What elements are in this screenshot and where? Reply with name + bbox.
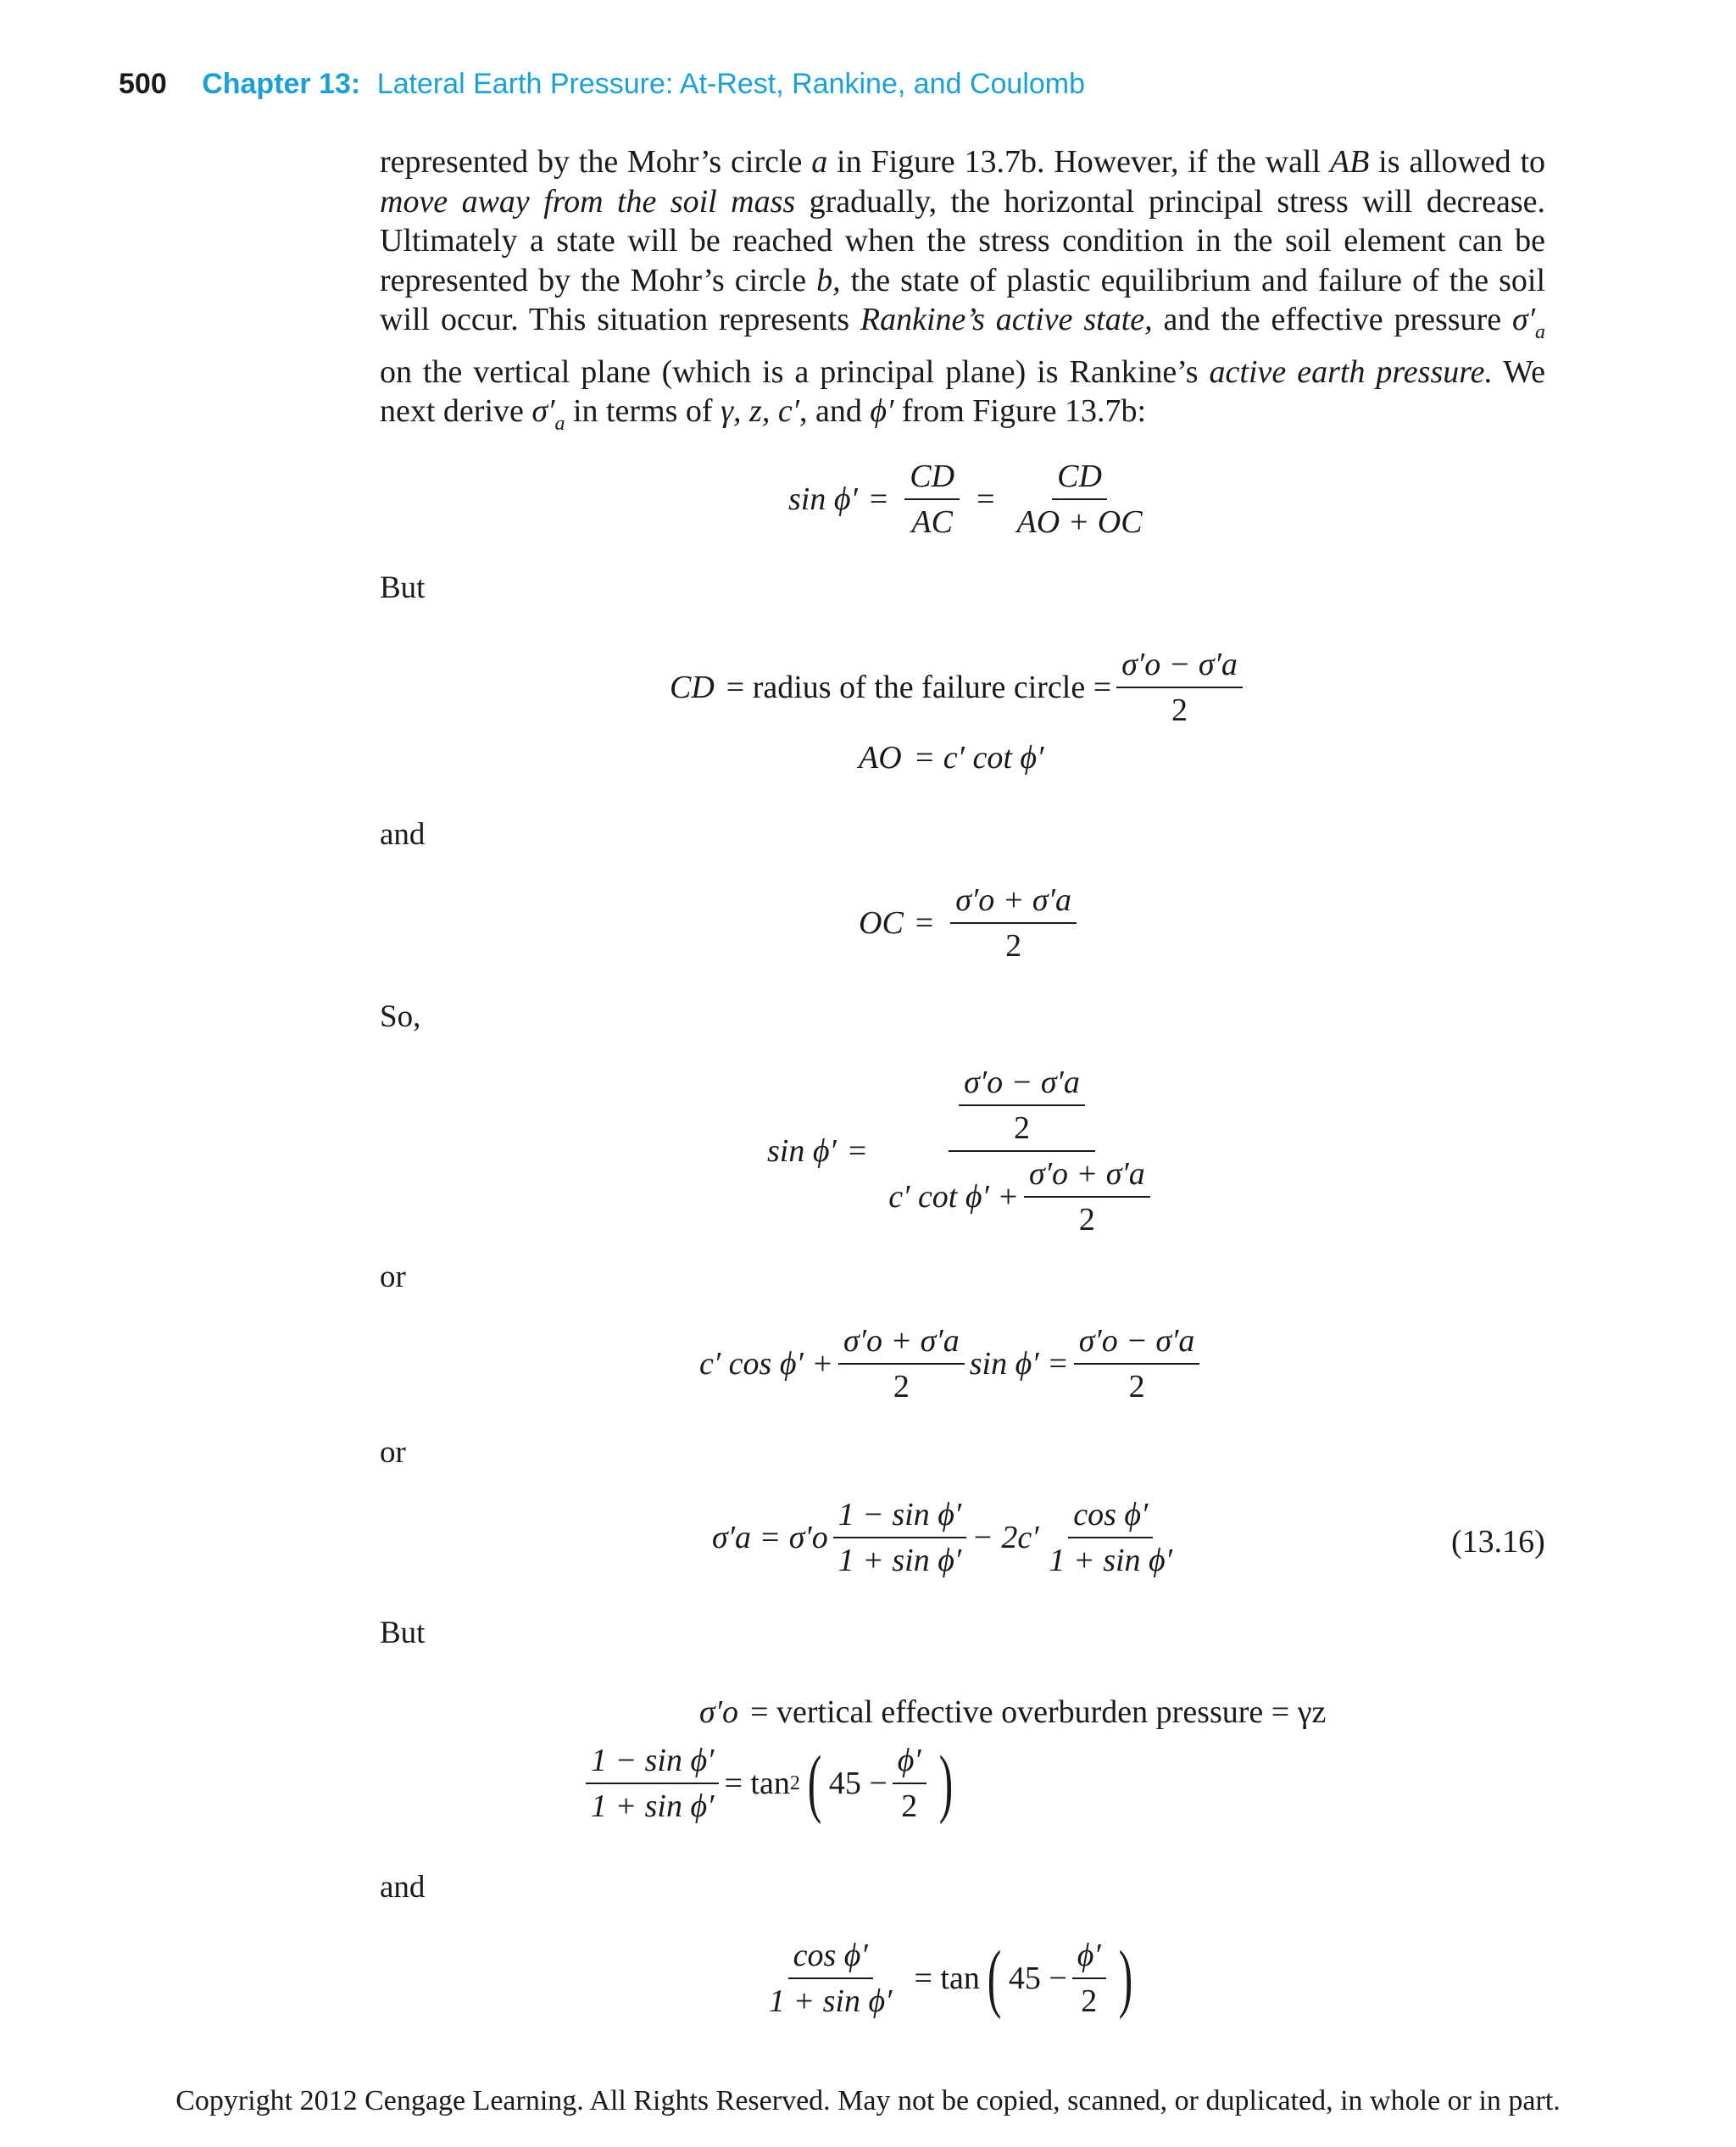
equation-oc (859, 882, 1082, 965)
eq-middle: sin ϕ′ = (969, 1346, 1069, 1382)
numerator: σ′o − σ′a (1116, 646, 1243, 688)
equals-sign: = (848, 1133, 867, 1169)
denominator: AO + OC (1016, 504, 1143, 540)
numerator: σ′o + σ′a (950, 882, 1077, 924)
connector-so: So, (380, 999, 421, 1034)
numerator: cos ϕ′ (1068, 1496, 1153, 1538)
fraction (1116, 646, 1243, 729)
text-run: from Figure 13.7b: (893, 393, 1147, 429)
fraction (959, 1064, 1085, 1147)
sigma-symbol: σ′ (531, 393, 555, 429)
body-paragraph (380, 142, 1545, 444)
phi-symbol: ϕ′ (870, 393, 894, 429)
denominator-prefix: c′ cot ϕ′ + (888, 1179, 1019, 1215)
numerator: σ′o + σ′a (1024, 1155, 1150, 1198)
text-run: the state of plastic equilibrium and failure of the soil will occur. This situation represents (380, 262, 1545, 337)
text-run: represented by the Mohr’s circle (380, 144, 812, 180)
eq-lhs: σ′o (699, 1694, 739, 1730)
eq-lhs: σ′a = σ′o (712, 1520, 828, 1555)
fraction (764, 1937, 897, 2020)
fraction (1024, 1155, 1150, 1238)
compound-denominator (883, 1152, 1160, 1238)
equation-tan (759, 1937, 1140, 2020)
denominator: 2 (1081, 1983, 1098, 2019)
numerator: ϕ′ (1072, 1937, 1106, 1979)
subscript: a (1535, 321, 1546, 343)
fraction (1044, 1496, 1177, 1579)
sigma-symbol: σ′ (1511, 302, 1536, 337)
numerator: CD (1052, 458, 1107, 500)
numerator: σ′o − σ′a (1074, 1322, 1200, 1365)
eq-text: = radius of the failure circle = (726, 670, 1112, 705)
text-run: in Figure 13.7b. However, if the wall (827, 144, 1330, 180)
equation-ao (859, 739, 1043, 776)
paragraph-text (380, 142, 1545, 444)
text-run: , and (799, 393, 871, 429)
equation-number: (13.16) (1451, 1524, 1545, 1560)
left-paren: ( (807, 1741, 822, 1825)
subscript: a (554, 413, 565, 435)
connector-or: or (380, 1435, 406, 1470)
eq-rhs: = c′ cot ϕ′ (913, 740, 1044, 776)
eq-middle: − 2c′ (971, 1520, 1039, 1555)
fraction (833, 1496, 966, 1579)
eq-rhs: = tan (724, 1766, 790, 1801)
connector-or: or (380, 1260, 406, 1294)
numerator: 1 − sin ϕ′ (586, 1742, 719, 1784)
numerator: ϕ′ (893, 1742, 926, 1784)
eq-rhs: = vertical effective overburden pressure = γz (750, 1694, 1327, 1730)
text-run: on the vertical plane (which is a principal plane) is Rankine’s (380, 353, 1210, 390)
text-run: is allowed to (1369, 144, 1546, 180)
denominator: 1 + sin ϕ′ (591, 1788, 715, 1824)
equation-tan-squared (581, 1742, 960, 1825)
italic-run: active earth pressure. (1209, 353, 1493, 390)
variables: γ, z, c′ (721, 393, 800, 429)
fraction (586, 1742, 719, 1825)
fraction (838, 1322, 965, 1405)
right-paren: ) (1118, 1936, 1132, 2020)
denominator: 1 + sin ϕ′ (837, 1543, 962, 1578)
equation-13-16 (712, 1496, 1182, 1579)
fraction (1074, 1322, 1200, 1405)
exponent: 2 (789, 1772, 800, 1794)
connector-and: and (380, 817, 426, 852)
denominator: AC (911, 504, 953, 540)
numerator: σ′o − σ′a (959, 1064, 1085, 1106)
fraction (893, 1742, 926, 1825)
eq-lhs: CD (670, 670, 715, 705)
equals-sign: = (869, 481, 888, 517)
denominator: 2 (1078, 1202, 1095, 1238)
connector-but: But (380, 570, 426, 605)
equation-cos-form (699, 1322, 1205, 1405)
denominator: 2 (1171, 692, 1188, 728)
eq-lhs: sin ϕ′ (788, 481, 858, 517)
copyright-footer: Copyright 2012 Cengage Learning. All Rights Reserved. May not be copied, scanned, or duplicated, in whole or in part. (175, 2085, 1561, 2116)
chapter-label: Chapter 13: (202, 68, 361, 100)
paren-inner: 45 − (1008, 1961, 1067, 1996)
denominator: 2 (1005, 928, 1022, 964)
italic-run: move away from the soil mass (380, 183, 796, 220)
equation-sin-phi (788, 458, 1153, 541)
page-number: 500 (119, 68, 167, 100)
equals-sign: = (915, 905, 934, 941)
italic-run: Rankine’s active state, (860, 302, 1153, 337)
equals-sign: = (976, 481, 995, 517)
connector-but: But (380, 1616, 426, 1650)
italic-run: AB (1329, 144, 1370, 180)
paren-inner: 45 − (828, 1766, 887, 1801)
eq-lhs: sin ϕ′ (767, 1133, 837, 1169)
denominator: 1 + sin ϕ′ (1049, 1543, 1173, 1578)
denominator: 2 (901, 1788, 918, 1824)
text-run: and the effective pressure (1152, 302, 1512, 337)
equation-sin-phi-compound (767, 1064, 1166, 1238)
text-run: in terms of (565, 393, 721, 429)
numerator: CD (904, 458, 960, 500)
text-run: gradually, the horizontal principal stress will decrease. Ultimately a state will be reached when the stress condition in the soil element can be represented by the Mohr’s circle (380, 183, 1545, 298)
equation-sigma-o (699, 1694, 1326, 1731)
text-run: We next derive (380, 353, 1545, 429)
denominator: 2 (1128, 1369, 1145, 1404)
eq-rhs: = tan (914, 1961, 980, 1996)
fraction (1072, 1937, 1106, 2020)
eq-lhs: AO (859, 740, 902, 776)
eq-prefix: c′ cos ϕ′ + (699, 1346, 833, 1382)
numerator: σ′o + σ′a (838, 1322, 965, 1365)
denominator: 2 (893, 1369, 910, 1404)
numerator: cos ϕ′ (788, 1937, 873, 1979)
italic-run: b, (816, 262, 841, 298)
chapter-title: Lateral Earth Pressure: At-Rest, Rankine, and Coulomb (376, 68, 1086, 100)
italic-run: a (811, 144, 828, 180)
numerator: 1 − sin ϕ′ (833, 1496, 966, 1538)
fraction (950, 882, 1077, 965)
denominator: 2 (1014, 1110, 1030, 1146)
fraction (1012, 458, 1148, 541)
compound-fraction (883, 1064, 1160, 1238)
eq-lhs: OC (859, 905, 904, 941)
left-paren: ( (987, 1936, 1002, 2020)
right-paren: ) (938, 1741, 953, 1825)
fraction (904, 458, 960, 541)
running-header (119, 68, 1085, 101)
equation-cd-radius (670, 646, 1248, 729)
connector-and: and (380, 1870, 426, 1905)
compound-numerator (949, 1064, 1095, 1152)
denominator: 1 + sin ϕ′ (769, 1983, 893, 2019)
